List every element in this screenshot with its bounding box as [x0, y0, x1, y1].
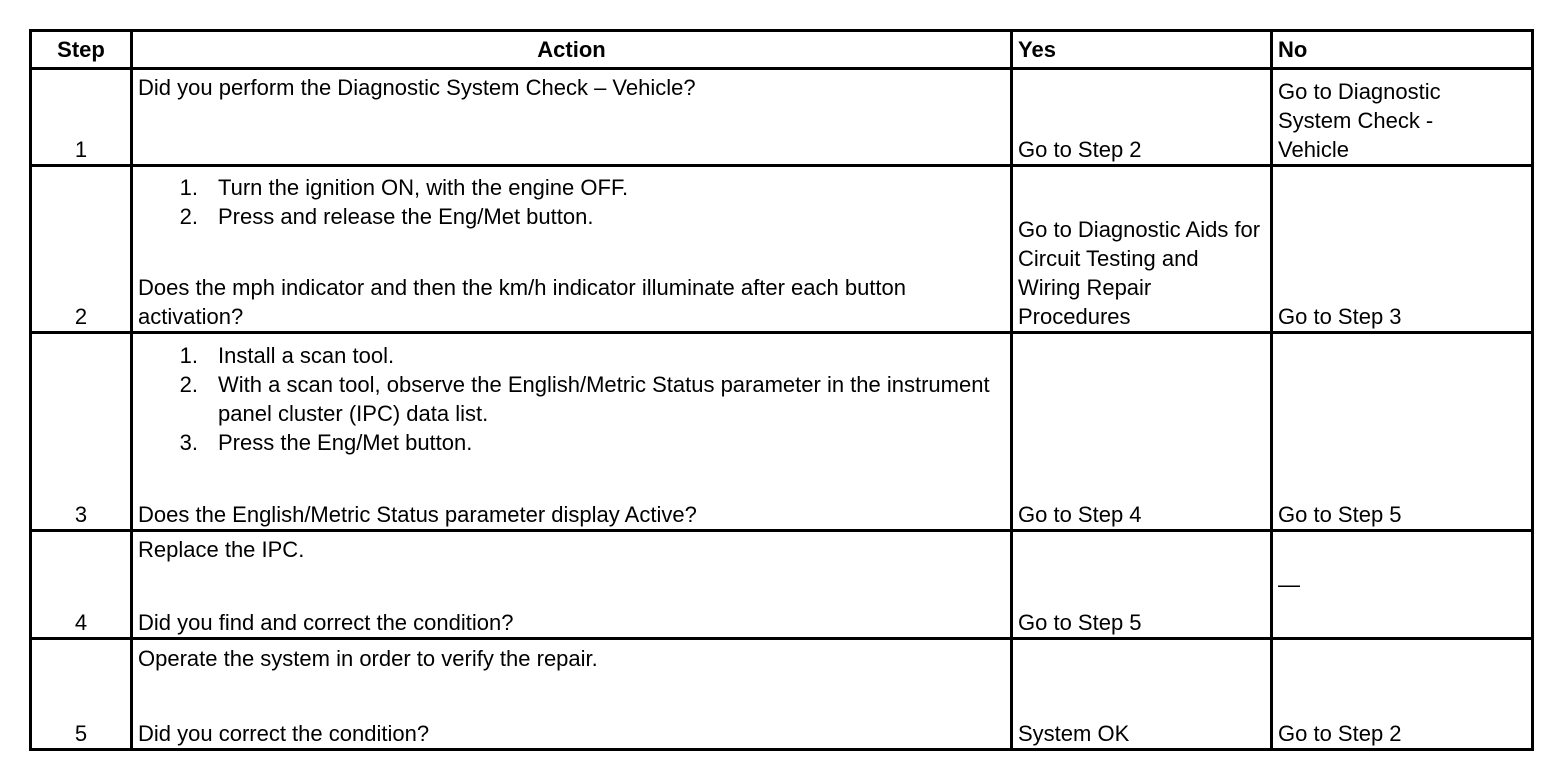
list-text: With a scan tool, observe the English/Metric Status parameter in the instrument panel cluster (IPC) data list.: [218, 371, 990, 426]
action-cell: [132, 332, 1012, 530]
action-steps-list: [138, 173, 1005, 231]
step-number: 3: [31, 332, 132, 530]
step-number: 4: [31, 530, 132, 639]
list-number: 1.: [179, 174, 198, 200]
action-cell: [132, 530, 1012, 639]
yes-cell: Go to Step 4: [1012, 332, 1272, 530]
list-item: [138, 370, 1005, 428]
header-row: [31, 31, 1533, 69]
header-no: No: [1272, 31, 1533, 69]
yes-cell: Go to Step 2: [1012, 69, 1272, 166]
action-text: Replace the IPC.: [138, 537, 305, 563]
yes-cell: Go to Step 5: [1012, 530, 1272, 639]
header-yes: Yes: [1012, 31, 1272, 69]
list-text: Install a scan tool.: [218, 342, 395, 368]
step-number: 5: [31, 639, 132, 750]
list-text: Press the Eng/Met button.: [218, 429, 473, 455]
no-cell: Go to Step 5: [1272, 332, 1533, 530]
action-steps-list: [138, 341, 1005, 457]
table-row: [31, 166, 1533, 332]
list-number: 2.: [179, 371, 198, 397]
step-number: 1: [31, 69, 132, 166]
no-cell: Go to Step 2: [1272, 639, 1533, 750]
table-row: [31, 639, 1533, 750]
question-text: Did you find and correct the condition?: [138, 610, 514, 636]
question-text: Does the mph indicator and then the km/h indicator illuminate after each button activation?: [138, 274, 907, 329]
no-cell: —: [1272, 530, 1533, 639]
action-cell: [132, 639, 1012, 750]
table-row: [31, 69, 1533, 166]
table-row: [31, 530, 1533, 639]
list-text: Turn the ignition ON, with the engine OFF.: [218, 174, 629, 200]
list-item: [138, 341, 1005, 370]
no-cell: Go to Step 3: [1272, 166, 1533, 332]
list-text: Press and release the Eng/Met button.: [218, 203, 594, 229]
table-row: [31, 332, 1533, 530]
list-number: 3.: [179, 429, 198, 455]
action-text: Did you perform the Diagnostic System Check – Vehicle?: [138, 75, 696, 101]
diagnostic-table: [29, 29, 1534, 751]
header-step: Step: [31, 31, 132, 69]
action-text: Operate the system in order to verify the repair.: [138, 646, 598, 671]
list-number: 2.: [179, 203, 198, 229]
no-cell: [1272, 69, 1533, 166]
question-text: Did you correct the condition?: [138, 721, 430, 746]
list-item: [138, 202, 1005, 231]
list-item: [138, 173, 1005, 202]
question-text: Does the English/Metric Status parameter display Active?: [138, 501, 697, 527]
action-cell: [132, 69, 1012, 166]
action-cell: [132, 166, 1012, 332]
yes-cell: Go to Diagnostic Aids for Circuit Testing and Wiring Repair Procedures: [1012, 166, 1272, 332]
list-item: [138, 428, 1005, 457]
yes-cell: System OK: [1012, 639, 1272, 750]
step-number: 2: [31, 166, 132, 332]
list-number: 1.: [179, 342, 198, 368]
no-text: Go to Diagnostic System Check - Vehicle: [1278, 79, 1441, 163]
header-action: Action: [132, 31, 1012, 69]
